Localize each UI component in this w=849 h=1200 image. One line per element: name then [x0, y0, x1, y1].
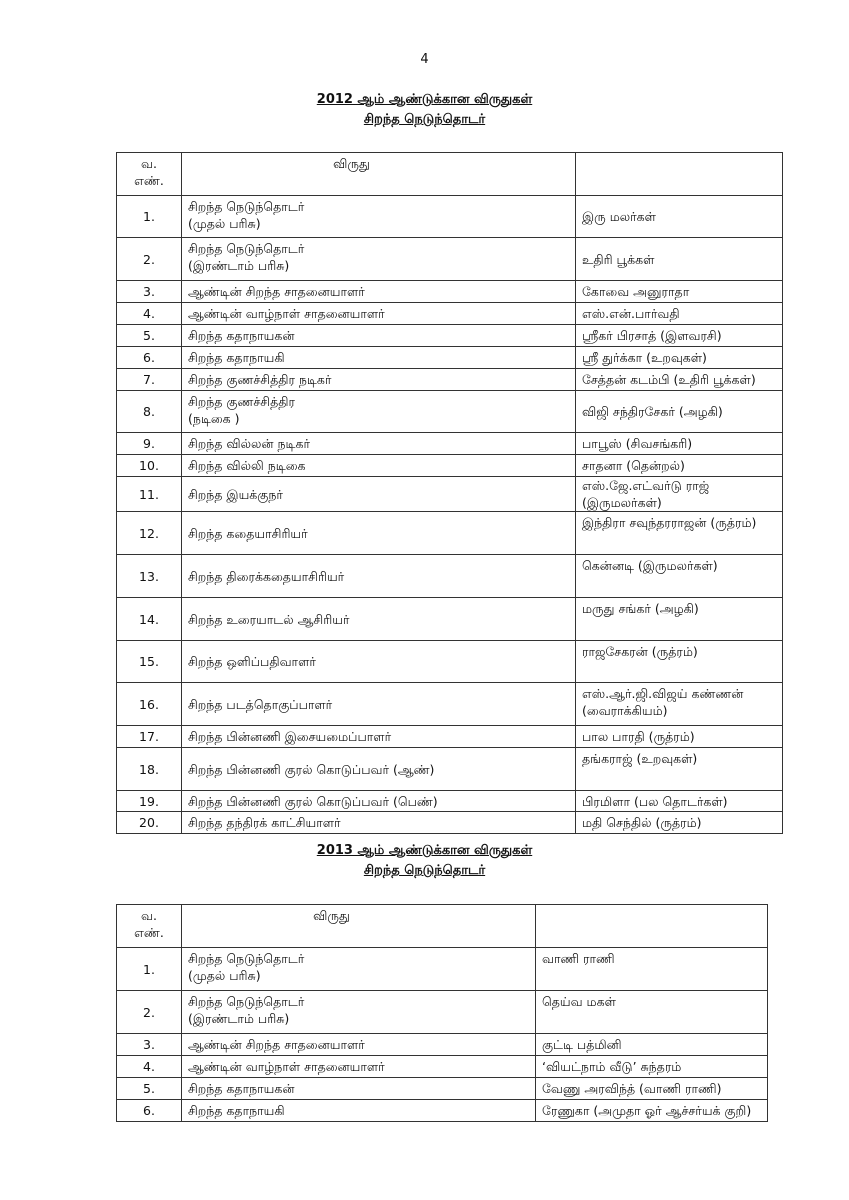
- awards-table-2013: [116, 904, 768, 1122]
- table-row: [117, 281, 783, 303]
- award-name-line: சிறந்த இயக்குநர்: [188, 486, 283, 502]
- winner-name-line: மருது சங்கர் (அழகி): [582, 601, 699, 616]
- row-number: [117, 391, 182, 433]
- winner-name: [576, 598, 783, 641]
- row-number: [117, 726, 182, 748]
- table-row: [117, 948, 768, 991]
- winner-name: [576, 812, 783, 834]
- table-row: [117, 1100, 768, 1122]
- winner-name: [536, 948, 768, 991]
- row-number: [117, 238, 182, 281]
- table-row: [117, 991, 768, 1034]
- award-name: [182, 641, 576, 683]
- row-number: [117, 433, 182, 455]
- award-name-line: ஆண்டின் வாழ்நாள் சாதனையாளர்: [188, 306, 385, 321]
- winner-name: [536, 1100, 768, 1122]
- award-name: [182, 477, 576, 512]
- winner-name-line: எஸ்.ஆர்.ஜி.விஜய் கண்ணன்: [582, 686, 744, 701]
- award-name-line: சிறந்த நெடுந்தொடர்: [188, 241, 305, 256]
- winner-name: [576, 791, 783, 812]
- row-number: [117, 991, 182, 1034]
- award-name-line: சிறந்த நெடுந்தொடர்: [188, 951, 305, 966]
- award-name: [182, 238, 576, 281]
- award-name-line: சிறந்த கதாநாயகன்: [188, 1081, 295, 1096]
- header-award-line: விருது: [333, 156, 370, 171]
- row-number: [117, 303, 182, 325]
- award-name-line: ஆண்டின் சிறந்த சாதனையாளர்: [188, 1037, 365, 1052]
- title-line-2: சிறந்த நெடுந்தொடர்: [363, 863, 486, 878]
- title-line-2: சிறந்த நெடுந்தொடர்: [363, 112, 486, 127]
- row-number-line: 11.: [139, 486, 159, 502]
- table-row: [117, 683, 783, 726]
- header-award: [182, 153, 576, 196]
- award-name-line: சிறந்த கதாநாயகி: [188, 350, 285, 365]
- award-name: [182, 391, 576, 433]
- award-name: [182, 791, 576, 812]
- page-number: 4: [420, 52, 429, 67]
- winner-name: [576, 433, 783, 455]
- winner-name: [576, 325, 783, 347]
- header-sno-line: வ.: [141, 156, 157, 171]
- award-name: [182, 281, 576, 303]
- table-row: [117, 455, 783, 477]
- row-number: [117, 512, 182, 555]
- award-name-line: சிறந்த நெடுந்தொடர்: [188, 199, 305, 214]
- winner-name: [576, 477, 783, 512]
- row-number-line: 6.: [143, 1103, 155, 1118]
- row-number: [117, 1034, 182, 1056]
- row-number: [117, 477, 182, 512]
- row-number-line: 7.: [143, 372, 155, 387]
- row-number-line: 3.: [143, 1037, 155, 1052]
- winner-name-line: ஸ்ரீகர் பிரசாத் (இளவரசி): [582, 328, 722, 343]
- header-award-line: விருது: [313, 908, 350, 923]
- winner-name: [576, 726, 783, 748]
- winner-name: [576, 512, 783, 555]
- award-name: [182, 1034, 536, 1056]
- award-name: [182, 683, 576, 726]
- table-row: [117, 791, 783, 812]
- row-number-line: 19.: [139, 793, 159, 809]
- award-name-line: சிறந்த நெடுந்தொடர்: [188, 994, 305, 1009]
- award-name: [182, 1078, 536, 1100]
- table-row: [117, 391, 783, 433]
- winner-name-line: ‘வியட்நாம் வீடு’ சுந்தரம்: [542, 1059, 682, 1074]
- row-number: [117, 455, 182, 477]
- award-name-line: சிறந்த படத்தொகுப்பாளர்: [188, 696, 333, 712]
- table-row: [117, 1078, 768, 1100]
- row-number: [117, 347, 182, 369]
- table-row: [117, 238, 783, 281]
- row-number-line: 1.: [143, 209, 155, 224]
- table-row: [117, 433, 783, 455]
- award-name: [182, 303, 576, 325]
- winner-name-line: ஸ்ரீ துர்க்கா (உறவுகள்): [582, 350, 707, 365]
- award-name-line: (முதல் பரிசு): [188, 216, 261, 231]
- winner-name-line: கோவை அனுராதா: [582, 284, 690, 299]
- row-number: [117, 791, 182, 812]
- award-name: [182, 325, 576, 347]
- header-sno-line: எண்.: [134, 925, 164, 940]
- winner-name: [576, 555, 783, 598]
- award-name: [182, 369, 576, 391]
- winner-name-line: கென்னடி (இருமலர்கள்): [582, 558, 718, 573]
- winner-name-line: ராஜசேகரன் (ருத்ரம்): [582, 644, 698, 659]
- winner-name: [576, 641, 783, 683]
- award-name-line: சிறந்த குணச்சித்திர நடிகர்: [188, 372, 332, 387]
- award-name: [182, 1100, 536, 1122]
- header-row: [117, 905, 768, 948]
- row-number: [117, 555, 182, 598]
- row-number-line: 2.: [143, 1004, 155, 1020]
- winner-name: [536, 1056, 768, 1078]
- row-number-line: 6.: [143, 350, 155, 365]
- award-name-line: சிறந்த கதாநாயகன்: [188, 328, 295, 343]
- table-row: [117, 1056, 768, 1078]
- award-name-line: சிறந்த திரைக்கதையாசிரியர்: [188, 568, 345, 584]
- header-sno-line: வ.: [141, 908, 157, 923]
- winner-name-line: (வைராக்கியம்): [582, 703, 668, 718]
- row-number: [117, 196, 182, 238]
- winner-name-line: தங்கராஜ் (உறவுகள்): [582, 751, 698, 766]
- winner-name-line: பிரமிளா (பல தொடர்கள்): [582, 793, 728, 809]
- winner-name-line: சேத்தன் கடம்பி (உதிரி பூக்கள்): [582, 372, 756, 387]
- row-number: [117, 683, 182, 726]
- winner-name-line: உதிரி பூக்கள்: [582, 251, 655, 267]
- row-number: [117, 281, 182, 303]
- winner-name: [576, 683, 783, 726]
- winner-name: [576, 303, 783, 325]
- row-number-line: 5.: [143, 1081, 155, 1096]
- award-name-line: சிறந்த கதையாசிரியர்: [188, 525, 308, 541]
- table-row: [117, 196, 783, 238]
- award-name: [182, 726, 576, 748]
- row-number: [117, 641, 182, 683]
- section-title-2013: [0, 841, 849, 881]
- row-number-line: 13.: [139, 568, 159, 584]
- header-sno-line: எண்.: [134, 173, 164, 188]
- row-number-line: 2.: [143, 251, 155, 267]
- row-number: [117, 812, 182, 834]
- award-name: [182, 991, 536, 1034]
- winner-name: [576, 391, 783, 433]
- award-name-line: (நடிகை ): [188, 411, 240, 426]
- row-number-line: 15.: [139, 654, 159, 669]
- winner-name: [536, 1078, 768, 1100]
- row-number-line: 10.: [139, 458, 159, 473]
- row-number: [117, 598, 182, 641]
- winner-name: [576, 347, 783, 369]
- winner-name-line: குட்டி பத்மினி: [542, 1037, 622, 1052]
- table-row: [117, 555, 783, 598]
- table-row: [117, 477, 783, 512]
- award-name: [182, 948, 536, 991]
- row-number-line: 12.: [139, 525, 159, 541]
- row-number-line: 4.: [143, 306, 155, 321]
- header-award: [182, 905, 536, 948]
- table-row: [117, 512, 783, 555]
- award-name: [182, 455, 576, 477]
- row-number-line: 3.: [143, 284, 155, 299]
- title-line-1: 2013 ஆம் ஆண்டுக்கான விருதுகள்: [316, 843, 533, 858]
- row-number-line: 4.: [143, 1059, 155, 1074]
- section-title-2012: [0, 90, 849, 130]
- award-name-line: சிறந்த உரையாடல் ஆசிரியர்: [188, 611, 350, 627]
- header-sno: [117, 905, 182, 948]
- winner-name: [576, 281, 783, 303]
- award-name: [182, 812, 576, 834]
- row-number-line: 1.: [143, 961, 155, 977]
- award-name-line: ஆண்டின் சிறந்த சாதனையாளர்: [188, 284, 365, 299]
- award-name-line: (இரண்டாம் பரிசு): [188, 258, 290, 273]
- winner-name: [576, 196, 783, 238]
- table-row: [117, 726, 783, 748]
- row-number: [117, 369, 182, 391]
- award-name-line: சிறந்த குணச்சித்திர: [188, 394, 295, 409]
- winner-name-line: இந்திரா சவுந்தரராஜன் (ருத்ரம்): [582, 515, 757, 530]
- row-number-line: 20.: [139, 815, 159, 830]
- award-name-line: (முதல் பரிசு): [188, 968, 261, 983]
- award-name: [182, 512, 576, 555]
- table-row: [117, 347, 783, 369]
- winner-name: [576, 455, 783, 477]
- table-row: [117, 325, 783, 347]
- winner-name-line: பாபூஸ் (சிவசங்கரி): [582, 436, 693, 451]
- award-name: [182, 1056, 536, 1078]
- table-row: [117, 812, 783, 834]
- winner-name: [576, 238, 783, 281]
- header-winner: [576, 153, 783, 196]
- row-number-line: 18.: [139, 761, 159, 777]
- winner-name: [536, 1034, 768, 1056]
- winner-name-line: பால பாரதி (ருத்ரம்): [582, 729, 695, 744]
- award-name-line: சிறந்த ஒளிப்பதிவாளர்: [188, 654, 316, 669]
- award-name: [182, 433, 576, 455]
- table-row: [117, 641, 783, 683]
- row-number: [117, 948, 182, 991]
- award-name: [182, 196, 576, 238]
- winner-name-line: சாதனா (தென்றல்): [582, 458, 685, 473]
- winner-name-line: இரு மலர்கள்: [582, 209, 656, 224]
- table-row: [117, 303, 783, 325]
- header-sno: [117, 153, 182, 196]
- table-row: [117, 1034, 768, 1056]
- winner-name-line: வாணி ராணி: [542, 951, 615, 966]
- row-number-line: 16.: [139, 696, 159, 712]
- row-number: [117, 325, 182, 347]
- awards-table-2012: [116, 152, 783, 834]
- award-name-line: சிறந்த வில்லன் நடிகர்: [188, 436, 310, 451]
- table-row: [117, 598, 783, 641]
- winner-name-line: ரேணுகா (அமுதா ஓர் ஆச்சர்யக் குறி): [542, 1103, 752, 1118]
- row-number-line: 14.: [139, 611, 159, 627]
- winner-name: [576, 369, 783, 391]
- award-name-line: சிறந்த கதாநாயகி: [188, 1103, 285, 1118]
- award-name: [182, 748, 576, 791]
- winner-name-line: விஜி சந்திரசேகர் (அழகி): [582, 404, 723, 419]
- winner-name-line: மதி செந்தில் (ருத்ரம்): [582, 815, 702, 830]
- award-name-line: (இரண்டாம் பரிசு): [188, 1011, 290, 1026]
- row-number-line: 8.: [143, 404, 155, 419]
- award-name-line: சிறந்த தந்திரக் காட்சியாளர்: [188, 815, 341, 830]
- row-number-line: 5.: [143, 328, 155, 343]
- row-number: [117, 1078, 182, 1100]
- title-line-1: 2012 ஆம் ஆண்டுக்கான விருதுகள்: [316, 92, 533, 107]
- award-name: [182, 347, 576, 369]
- winner-name-line: எஸ்.ஜே.எட்வர்டு ராஜ் (இருமலர்கள்): [582, 478, 710, 510]
- award-name-line: சிறந்த வில்லி நடிகை: [188, 458, 306, 473]
- table-row: [117, 748, 783, 791]
- winner-name-line: தெய்வ மகள்: [542, 994, 616, 1009]
- award-name: [182, 598, 576, 641]
- row-number-line: 9.: [143, 436, 155, 451]
- winner-name: [576, 748, 783, 791]
- winner-name-line: வேணு அரவிந்த் (வாணி ராணி): [542, 1081, 722, 1096]
- award-name-line: சிறந்த பின்னணி குரல் கொடுப்பவர் (பெண்): [188, 793, 438, 809]
- award-name-line: சிறந்த பின்னணி குரல் கொடுப்பவர் (ஆண்): [188, 761, 435, 777]
- header-row: [117, 153, 783, 196]
- row-number: [117, 748, 182, 791]
- award-name-line: ஆண்டின் வாழ்நாள் சாதனையாளர்: [188, 1059, 385, 1074]
- row-number: [117, 1056, 182, 1078]
- table-row: [117, 369, 783, 391]
- winner-name: [536, 991, 768, 1034]
- award-name: [182, 555, 576, 598]
- row-number-line: 17.: [139, 729, 159, 744]
- award-name-line: சிறந்த பின்னணி இசையமைப்பாளர்: [188, 729, 392, 744]
- winner-name-line: எஸ்.என்.பார்வதி: [582, 306, 680, 321]
- header-winner: [536, 905, 768, 948]
- row-number: [117, 1100, 182, 1122]
